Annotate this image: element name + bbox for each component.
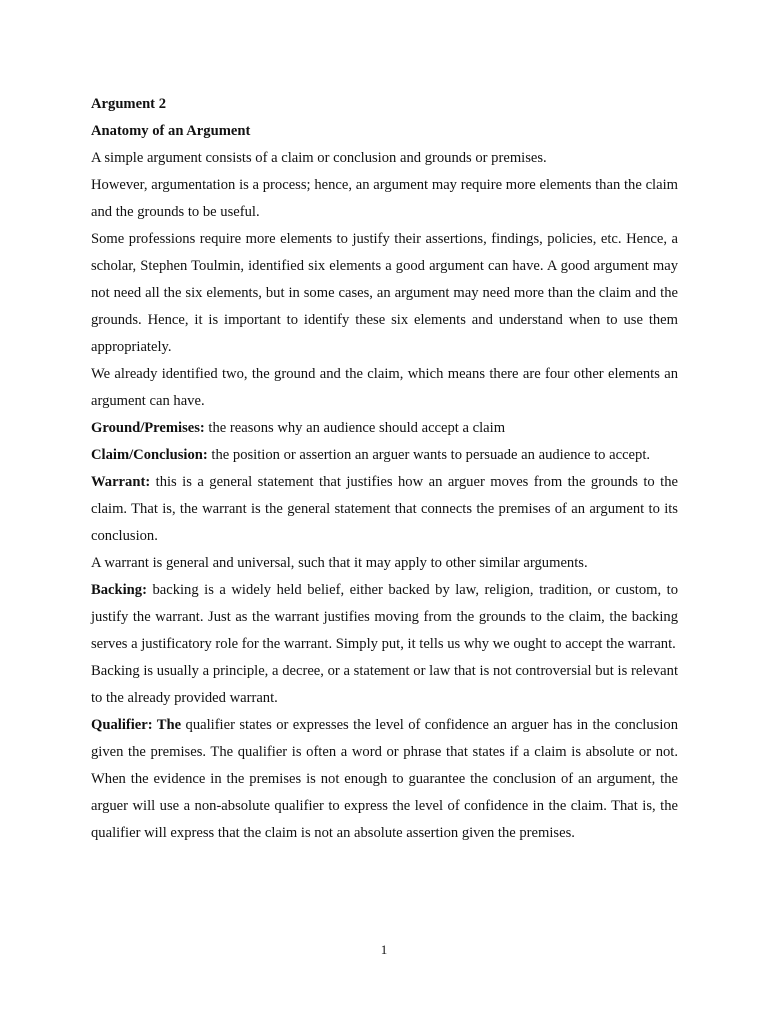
section-heading: Anatomy of an Argument [91,123,251,139]
professions-paragraph: Some professions require more elements to justify their assertions, findings, policies, etc. Hence, a scholar, Stephen Toulmin, identified six elements a good argument can have. A good argument may not need all the six elements, but in some cases, an argument may need more than the claim and the grounds. Hence, it is important to identify these six elements and understand when to use them appropriately. [91,231,678,355]
ground-definition [91,415,678,442]
claim-definition [91,442,678,469]
backing-term: Backing: [91,582,147,598]
page-number: 1 [380,942,388,957]
document-heading: Argument 2 [91,96,166,112]
document-page [91,91,678,847]
backing-definition [91,577,678,658]
qualifier-term: Qualifier: The [91,717,182,733]
identified-paragraph: We already identified two, the ground and the claim, which means there are four other elements an argument can have. [91,366,678,409]
qualifier-text: qualifier states or expresses the level of confidence an arguer has in the conclusion given the premises. The qualifier is often a word or phrase that states if a claim is absolute or not. When the evidence in the premises is not enough to guarantee the conclusion of an argument, the arguer will use a non-absolute qualifier to express the level of confidence in the claim. That is, the qualifier will express that the claim is not an absolute assertion given the premises. [91,717,678,841]
claim-text: the position or assertion an arguer wants to persuade an audience to accept. [207,447,651,463]
qualifier-definition [91,712,678,847]
warrant-definition [91,469,678,550]
intro-paragraph: A simple argument consists of a claim or conclusion and grounds or premises. [91,150,547,166]
claim-term: Claim/Conclusion: [91,447,208,463]
warrant-term: Warrant: [91,474,151,490]
process-paragraph: However, argumentation is a process; hence, an argument may require more elements than the claim and the grounds to be useful. [91,177,678,220]
backing-text: backing is a widely held belief, either backed by law, religion, tradition, or custom, to justify the warrant. Just as the warrant justifies moving from the grounds to the claim, the backing serves a justificatory role for the warrant. Simply put, it tells us why we ought to accept the warrant. [91,582,678,652]
ground-text: the reasons why an audience should accept a claim [204,420,506,436]
warrant-text: this is a general statement that justifies how an arguer moves from the grounds to the claim. That is, the warrant is the general statement that connects the premises of an argument to its conclusion. [91,474,678,544]
ground-term: Ground/Premises: [91,420,205,436]
warrant-general-paragraph: A warrant is general and universal, such that it may apply to other similar arguments. [91,555,588,571]
backing-usual-paragraph: Backing is usually a principle, a decree, or a statement or law that is not controversial but is relevant to the already provided warrant. [91,663,678,706]
